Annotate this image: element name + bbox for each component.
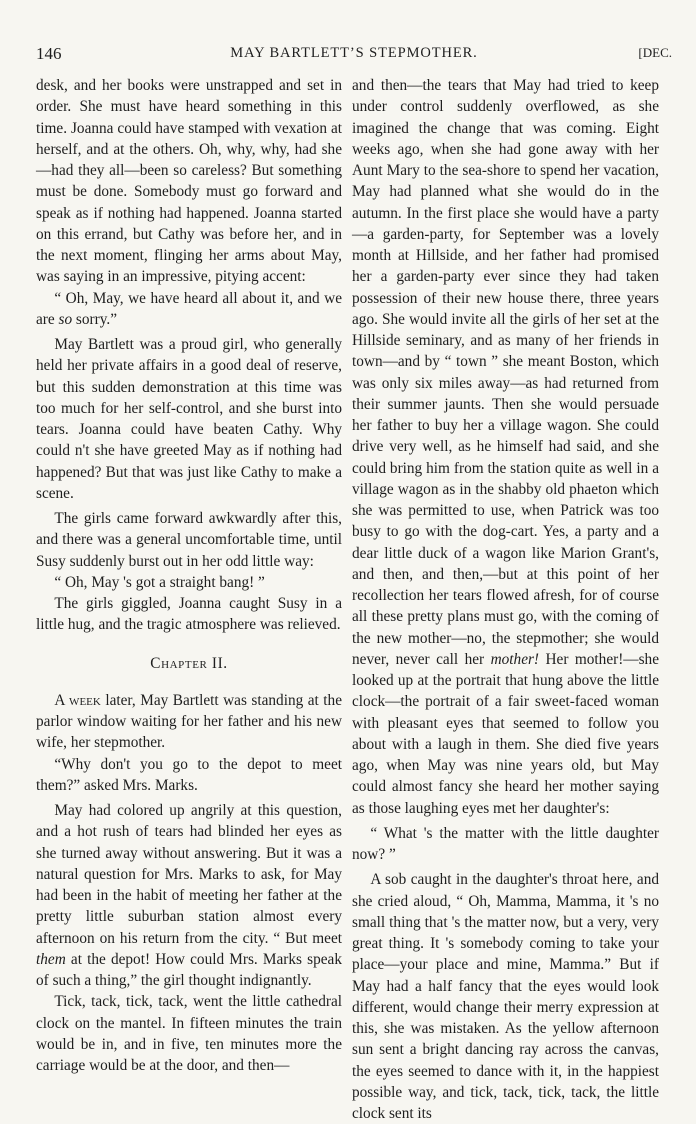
paragraph: “Why don't you go to the depot to meet them?” asked Mrs. Marks. bbox=[36, 755, 342, 794]
paragraph: A week later, May Bartlett was standing at the parlor window waiting for her father and his new wife, her stepmother. bbox=[36, 691, 342, 752]
left-column bbox=[36, 75, 342, 1076]
lead-in: A week bbox=[54, 691, 101, 709]
paragraph: “ What 's the matter with the little daughter now? ” bbox=[352, 824, 659, 863]
paragraph: May Bartlett was a proud girl, who generally held her private affairs in a good deal of reserve, but this sudden demonstration at this time was too much for her self-control, and she burst into tears. Joanna could have beaten Cathy. Why could n't she have greeted May as if nothing had happened? But that was just like Cathy to make a scene. bbox=[36, 336, 342, 502]
running-title: MAY BARTLETT’S STEPMOTHER. bbox=[230, 45, 478, 61]
paragraph: Tick, tack, tick, tack, went the little cathedral clock on the mantel. In fifteen minutes the train would be in, and in five, ten minutes more the carriage would be at the door, and then— bbox=[36, 993, 342, 1074]
paragraph: “ Oh, May 's got a straight bang! ” bbox=[54, 573, 265, 591]
right-column bbox=[352, 75, 659, 1124]
emphasis: so bbox=[58, 310, 73, 328]
paragraph: The girls giggled, Joanna caught Susy in a little hug, and the tragic atmosphere was relieved. bbox=[36, 595, 342, 634]
page-number: 146 bbox=[36, 44, 62, 63]
running-header bbox=[36, 44, 672, 64]
emphasis: them bbox=[36, 950, 66, 968]
issue-month: [DEC. bbox=[638, 45, 672, 60]
paragraph: desk, and her books were unstrapped and set in order. She must have heard something in this time. Joanna could have stamped with vexation at herself, and at the others. Oh, why, why, had she—had they all—been so careless? But something must be done. Somebody must go forward and speak as if nothing had happened. Joanna started on this errand, but Cathy was before her, and in the next moment, flinging her arms about May, was saying in an impressive, pitying accent: bbox=[36, 77, 342, 286]
paragraph: and then—the tears that May had tried to keep under control suddenly overflowed, as she imagined the change that was coming. Eight weeks ago, when she had gone away with her Aunt Mary to the sea-shore to spend her vacation, May had planned what she would do in the autumn. In the first place she would have a party—a garden-party, for September was a lovely month at Hillside, and her father had promised her a garden-party ever since they had taken possession of their new house there, three years ago. She would invite all the girls of her set at the Hillside seminary, and as many of her friends in town—and by “ town ” she meant Boston, which was only six miles away—as had returned from their summer jaunts. Then she would persuade her father to buy her a village wagon. She could drive very well, as he himself had said, and she could bring him from the station quite as well in a village wagon as in the shabby old phaeton which she was permitted to use, when Patrick was too busy to go with the dog-cart. Yes, a party and a dear little duck of a wagon like Marion Grant's, and then, and then,—but at this point of her recollection her tears flowed afresh, for of course all these pretty plans must go, with the coming of the new mother—no, the stepmother; she would never, never call her mother! Her mother!—she looked up at the portrait that hung above the little clock—the portrait of a fair sweet-faced woman with pleasant eyes that seemed to follow you about with a laugh in them. She died five years ago, when May was nine years old, but May could almost fancy she heard her mother saying as those laughing eyes met her daughter's: bbox=[352, 77, 659, 817]
paragraph: “ Oh, May, we have heard all about it, and we are so sorry.” bbox=[36, 289, 342, 328]
emphasis: mother! bbox=[490, 650, 540, 668]
paragraph: The girls came forward awkwardly after this, and there was a general uncomfortable time, until Susy suddenly burst out in her odd little way: bbox=[36, 510, 342, 570]
chapter-heading: Chapter II. bbox=[150, 654, 228, 672]
paragraph: A sob caught in the daughter's throat here, and she cried aloud, “ Oh, Mamma, Mamma, it 's no small thing that 's the matter now, but a very, very great thing. It 's somebody coming to take your place—your place and mine, Mamma.” But if May had a half fancy that the eyes would look different, would change their merry expression at this, she was mistaken. As the yellow afternoon sun sent a bright dancing ray across the canvas, the eyes seemed to dance with it, in the happiest possible way, and tick, tack, tick, tack, the little clock sent its bbox=[352, 871, 659, 1122]
paragraph: May had colored up angrily at this question, and a hot rush of tears had blinded her eyes as she turned away without answering. But it was a natural question for Mrs. Marks to ask, for May had been in the habit of meeting her father at the pretty little suburban station almost every afternoon on his return from the city. “ But meet them at the depot! How could Mrs. Marks speak of such a thing,” the girl thought indignantly. bbox=[36, 802, 342, 989]
